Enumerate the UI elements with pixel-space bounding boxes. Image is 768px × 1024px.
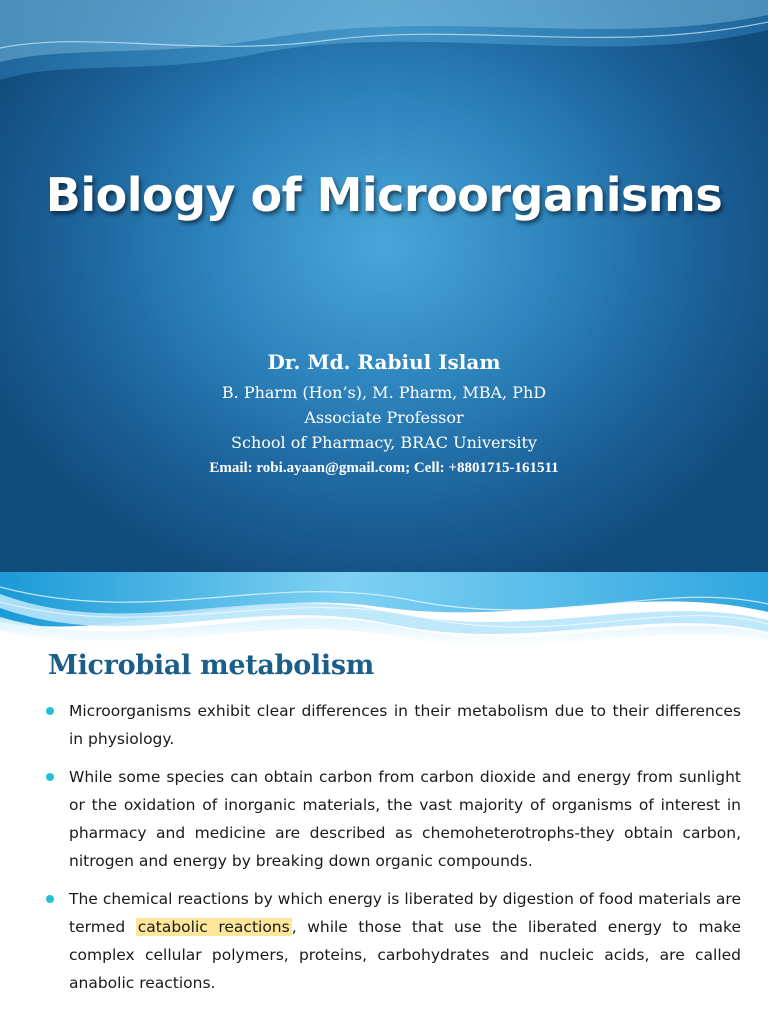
presentation-title: Biology of Microorganisms [45, 168, 723, 222]
author-degrees: B. Pharm (Hon’s), M. Pharm, MBA, PhD [221, 383, 547, 402]
bullet-dot-icon [46, 707, 54, 715]
bullet-dot-icon [46, 773, 54, 781]
bullet-item [0, 763, 768, 875]
highlighted-term: catabolic reactions [137, 918, 290, 936]
bullet-text: While some species can obtain carbon from carbon dioxide and energy from sunlight or the oxidation of inorganic materials, the vast majority of organisms of interest in pharmacy and medicine are described as chemoheterotrophs-they obtain carbon, nitrogen and energy by breaking down organic compounds. [69, 768, 741, 870]
bullet-text: Microorganisms exhibit clear differences in their metabolism due to their differences in physiology. [69, 702, 741, 748]
author-position: Associate Professor [304, 408, 464, 427]
bullet-text-before: The chemical reactions by which energy is liberated by digestion of food materials are termed [69, 890, 741, 936]
bullet-list [0, 697, 768, 1007]
bullet-dot-icon [46, 895, 54, 903]
top-wave-decoration [0, 0, 768, 95]
author-contact: Email: robi.ayaan@gmail.com; Cell: +8801715-161511 [209, 460, 559, 476]
bullet-item [0, 697, 768, 753]
section-title: Microbial metabolism [48, 650, 374, 681]
bullet-item [0, 885, 768, 997]
author-school: School of Pharmacy, BRAC University [231, 433, 537, 452]
author-name: Dr. Md. Rabiul Islam [267, 350, 501, 374]
bullet-text-after: , while those that use the liberated energy to make complex cellular polymers, proteins, carbohydrates and nucleic acids, are called anabolic reactions. [69, 918, 742, 992]
